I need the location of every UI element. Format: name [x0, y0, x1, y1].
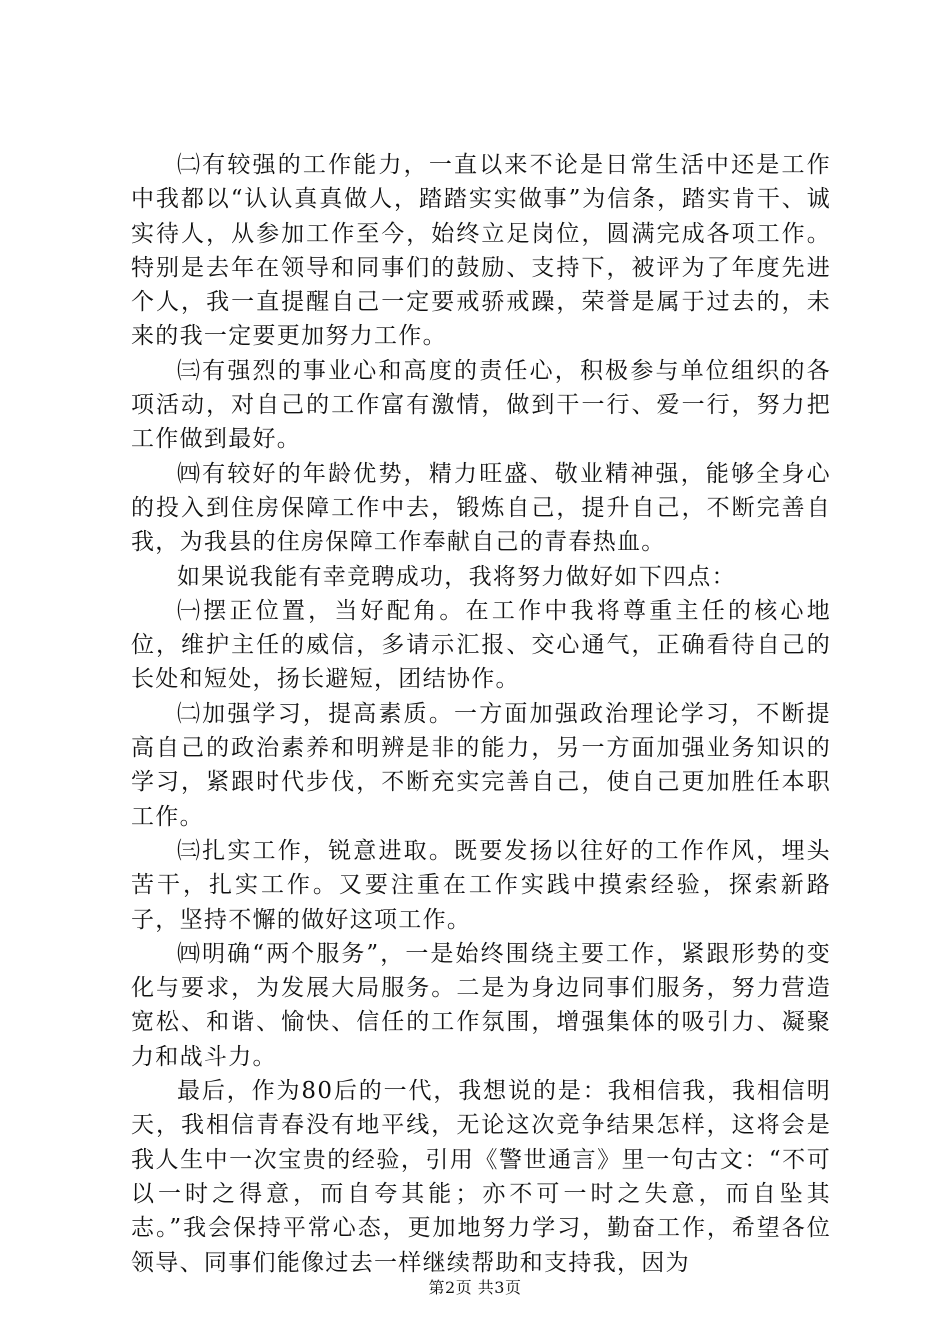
- paragraph: ㈣有较好的年龄优势，精力旺盛、敬业精神强，能够全身心的投入到住房保障工作中去，锻炼自己，提升自己，不断完善自我，为我县的住房保障工作奉献自己的青春热血。: [131, 460, 831, 556]
- paragraph: ㈡有较强的工作能力，一直以来不论是日常生活中还是工作中我都以“认认真真做人，踏踏实实做事”为信条，踏实肯干、诚实待人，从参加工作至今，始终立足岗位，圆满完成各项工作。特别是去年在领导和同事们的鼓励、支持下，被评为了年度先进个人，我一直提醒自己一定要戒骄戒躁，荣誉是属于过去的，未来的我一定要更加努力工作。: [131, 152, 831, 350]
- paragraph: 最后，作为80后的一代，我想说的是：我相信我，我相信明天，我相信青春没有地平线，无论这次竞争结果怎样，这将会是我人生中一次宝贵的经验，引用《警世通言》里一句古文：“不可以一时之得意，而自夸其能；亦不可一时之失意，而自坠其志。”我会保持平常心态，更加地努力学习，勤奋工作，希望各位领导、同事们能像过去一样继续帮助和支持我，因为: [131, 1078, 831, 1276]
- paragraph: 如果说我能有幸竞聘成功，我将努力做好如下四点：: [177, 563, 736, 590]
- paragraph: ㈢有强烈的事业心和高度的责任心，积极参与单位组织的各项活动，对自己的工作富有激情，做到干一行、爱一行，努力把工作做到最好。: [131, 357, 831, 453]
- paragraph: ㈡加强学习，提高素质。一方面加强政治理论学习，不断提高自己的政治素养和明辨是非的能力，另一方面加强业务知识的学习，紧跟时代步伐，不断充实完善自己，使自己更加胜任本职工作。: [131, 700, 831, 830]
- paragraph: ㈠摆正位置，当好配角。在工作中我将尊重主任的核心地位，维护主任的威信，多请示汇报、交心通气，正确看待自己的长处和短处，扬长避短，团结协作。: [131, 597, 831, 693]
- paragraph: ㈢扎实工作，锐意进取。既要发扬以往好的工作作风，埋头苦干，扎实工作。又要注重在工作实践中摸索经验，探索新路子，坚持不懈的做好这项工作。: [131, 837, 831, 933]
- document-body: [131, 148, 831, 1280]
- paragraph: ㈣明确“两个服务”，一是始终围绕主要工作，紧跟形势的变化与要求，为发展大局服务。二是为身边同事们服务，努力营造宽松、和谐、愉快、信任的工作氛围，增强集体的吸引力、凝聚力和战斗力。: [131, 940, 831, 1070]
- page-number-footer: 第2页 共3页: [428, 1278, 522, 1297]
